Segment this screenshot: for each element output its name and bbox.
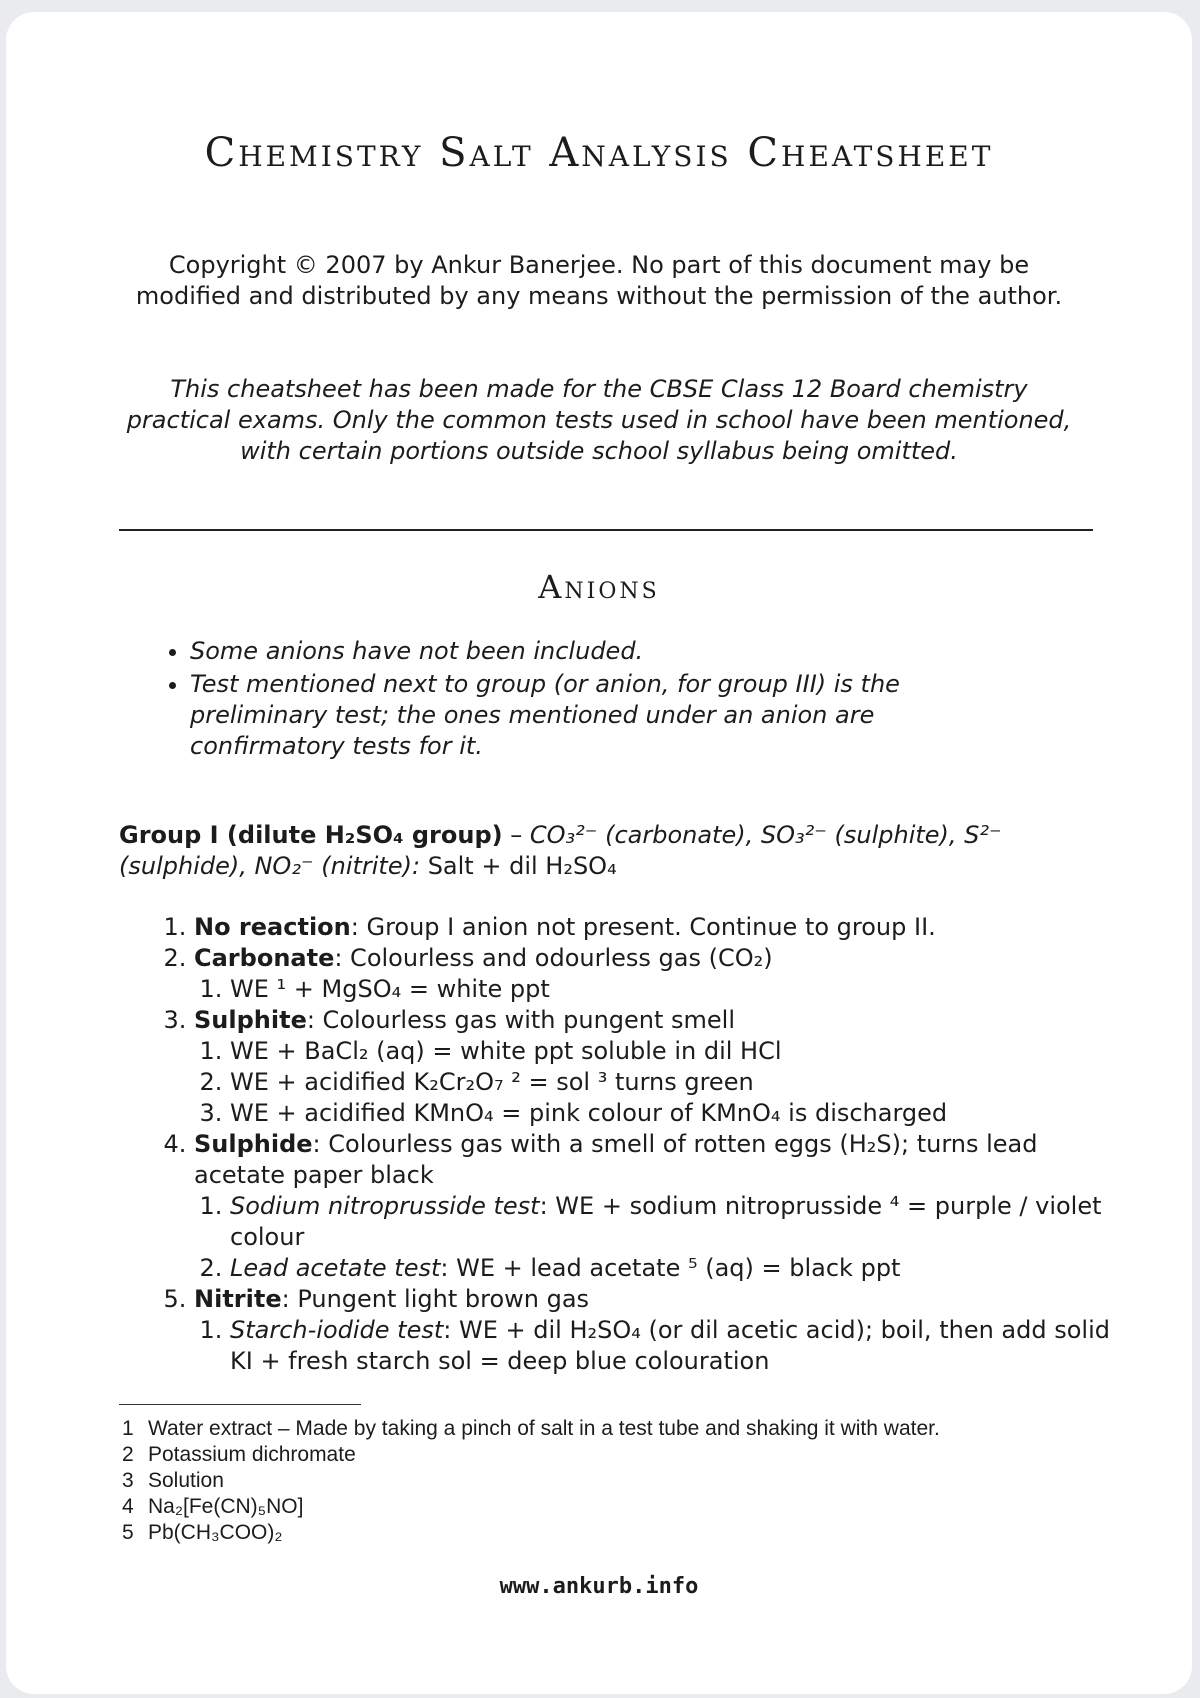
footnote-number: 4	[122, 1495, 134, 1518]
sub-test-list	[194, 974, 1134, 1005]
footnote-number: 2	[122, 1443, 134, 1466]
sub-test-item	[230, 1067, 1134, 1098]
group-reagent: Salt + dil H₂SO₄	[420, 852, 617, 880]
sub-test-list	[194, 1315, 1134, 1377]
group-anions: CO₃²⁻ (carbonate), SO₃²⁻ (sulphite), S²⁻ (sulphide), NO₂⁻ (nitrite):	[119, 821, 1002, 880]
test-text: : Colourless gas with a smell of rotten eggs (H₂S); turns lead acetate paper black	[194, 1130, 1038, 1189]
test-item-sulphide	[194, 1129, 1134, 1284]
sub-test-item	[230, 1315, 1134, 1377]
test-label: Sulphide	[194, 1130, 313, 1158]
test-item-nitrite	[194, 1284, 1134, 1377]
sub-test-name: Lead acetate test	[230, 1254, 441, 1282]
website-link[interactable]: www.ankurb.info	[499, 1574, 699, 1599]
footnote-number: 3	[122, 1469, 134, 1492]
test-text: : Pungent light brown gas	[281, 1285, 590, 1313]
sub-test-list	[194, 1191, 1134, 1284]
sub-test-text: WE ¹ + MgSO₄ = white ppt	[230, 975, 550, 1003]
sub-test-item	[230, 1036, 1134, 1067]
sub-test-name: Sodium nitroprusside test	[230, 1192, 540, 1220]
horizontal-divider	[119, 529, 1093, 531]
intro-paragraph: This cheatsheet has been made for the CBSE Class 12 Board chemistry practical exams. Only the common tests used in school have been mentioned, with certain portions outside school syllabus being omitted.	[126, 375, 1072, 465]
footnote-divider	[119, 1404, 361, 1405]
test-text: : Group I anion not present. Continue to group II.	[350, 913, 936, 941]
test-item-sulphite	[194, 1005, 1134, 1129]
test-text: : Colourless and odourless gas (CO₂)	[334, 944, 773, 972]
test-item-no-reaction	[194, 912, 1134, 943]
sub-test-item	[230, 1253, 1134, 1284]
footnote	[122, 1468, 1112, 1494]
test-label: No reaction	[194, 913, 351, 941]
section-title-anions: Anions	[538, 568, 660, 606]
sub-test-item	[230, 974, 1134, 1005]
test-label: Carbonate	[194, 944, 335, 972]
sub-test-item	[230, 1098, 1134, 1129]
copyright-notice: Copyright © 2007 by Ankur Banerjee. No part of this document may be modified and distributed by any means without the permission of the author.	[135, 251, 1063, 310]
footnote-number: 1	[122, 1417, 134, 1440]
footnote-number: 5	[122, 1521, 134, 1544]
test-list	[152, 912, 1134, 1377]
sub-test-text: : WE + lead acetate ⁵ (aq) = black ppt	[440, 1254, 901, 1282]
sub-test-text: WE + acidified K₂Cr₂O₇ ² = sol ³ turns green	[230, 1068, 754, 1096]
footnote-text: Solution	[148, 1469, 224, 1492]
group-heading	[119, 820, 1079, 882]
footnote-text: Water extract – Made by taking a pinch of salt in a test tube and shaking it with water.	[148, 1417, 940, 1440]
notes-list	[156, 636, 1030, 764]
test-item-carbonate	[194, 943, 1134, 1005]
document-title: Chemistry Salt Analysis Cheatsheet	[204, 130, 994, 176]
footnotes	[122, 1416, 1112, 1546]
sub-test-item	[230, 1191, 1134, 1253]
group-dash: –	[502, 821, 530, 849]
sub-test-text: : WE + dil H₂SO₄ (or dil acetic acid); boil, then add solid KI + fresh starch sol = deep blue colouration	[230, 1316, 1110, 1375]
footnote-text: Na₂[Fe(CN)₅NO]	[148, 1495, 304, 1518]
test-label: Nitrite	[194, 1285, 282, 1313]
sub-test-text: WE + acidified KMnO₄ = pink colour of KMnO₄ is discharged	[230, 1099, 948, 1127]
sub-test-text: WE + BaCl₂ (aq) = white ppt soluble in dil HCl	[230, 1037, 782, 1065]
sub-test-name: Starch-iodide test	[230, 1316, 444, 1344]
footnote	[122, 1416, 1112, 1442]
footnote-text: Potassium dichromate	[148, 1443, 356, 1466]
sub-test-text: : WE + sodium nitroprusside ⁴ = purple / violet colour	[230, 1192, 1102, 1251]
footnote	[122, 1494, 1112, 1520]
test-text: : Colourless gas with pungent smell	[306, 1006, 736, 1034]
note-item: • Some anions have not been included.	[190, 636, 1030, 667]
footnote	[122, 1442, 1112, 1468]
note-item: • Test mentioned next to group (or anion, for group III) is the preliminary test; the ones mentioned under an anion are confirmatory tests for it.	[190, 669, 1030, 762]
document-page	[6, 12, 1192, 1694]
sub-test-list	[194, 1036, 1134, 1129]
footnote	[122, 1520, 1112, 1546]
footnote-text: Pb(CH₃COO)₂	[148, 1521, 283, 1544]
group-name: Group I (dilute H₂SO₄ group)	[119, 821, 503, 849]
test-label: Sulphite	[194, 1006, 307, 1034]
